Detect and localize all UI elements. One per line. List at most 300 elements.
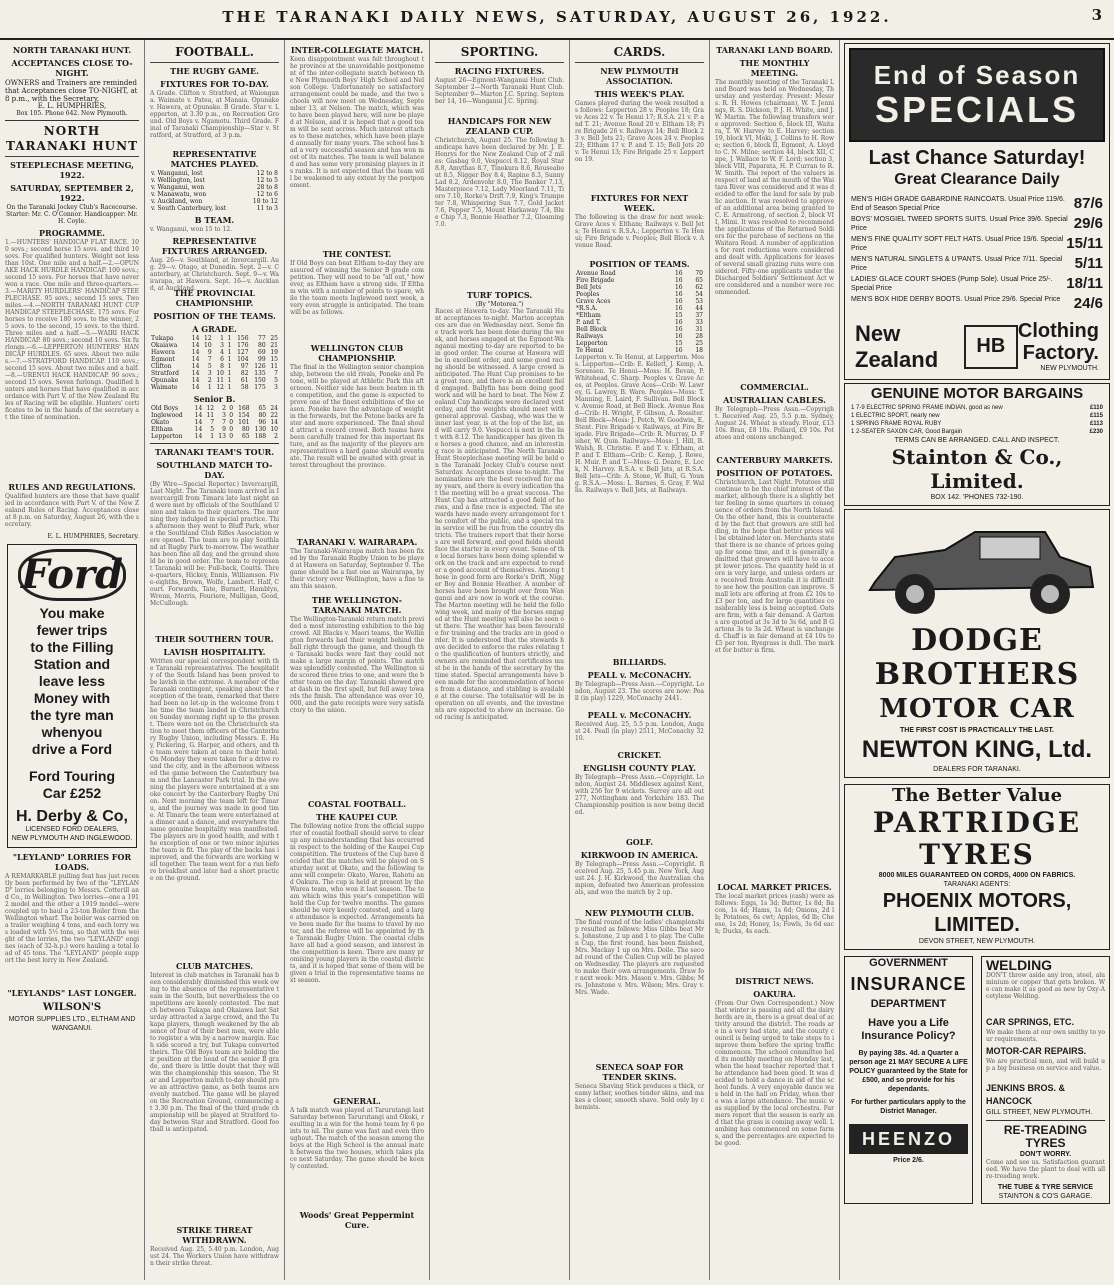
inter-collegiate-text: Keen disappointment was felt throughout the province at the unavoidable postponement of the inter-collegiate match between the New Plymouth Boys' High School and Nelson College. Unfortunately no satisfactory arrangement could be made, and the two schools will now meet on Wednesday, September 13, at Nelson. The match, which was to have been played here, will now be played at Nelson, and it is hoped that a good team will be sent across. Much interest attaches to these matches, which have been played annually for many years. The school has had a very successful season and has won most of its matches. The team is well balanced and has some very promising players in its ranks. It is not expected that the team will be weakened to any extent by the postponement. — [290, 56, 424, 189]
a-grade-cell: Okaiawa — [151, 342, 178, 349]
motor-bargains-ad — [844, 383, 1110, 506]
cards-team-cell: Te Henui — [576, 347, 604, 354]
a-grade-cell: 1 — [227, 349, 232, 356]
potatoes-text: Christchurch, Last Night. Potatoes still continue to be the chief interest of the market, although there is a slightly better feeling in some quarters in consequence of orders from the North Island. On the other hand, this is counteracted by the fact that growers are still holding, in the hope that better prices will be obtained later on. Merchants state that there is no chance of prices going up for some time, and it is generally admitted that growers will have to accept lower prices. The quantity held in store is very large, and unless orders are received from Australia it is difficult to see how the position can improve. Small lots are offering at from £2 10s to £3 per ton, and for large quantities considerably less is being accepted. Oats are firm, with a fair demand. A Gartons are quoted at 3s 3d to 3s 6d, and B Gartons 3s to 3s 2d. Wheat is unchanged. Chaff is in fair demand at £4 10s to £5 per ton. Ryegrass is dull. The market for butter is firm. — [715, 479, 835, 654]
ford-logo: Ford — [18, 549, 126, 601]
senior-b-cell: 14 — [194, 426, 203, 433]
programme-text: 1.—HUNTERS' HANDICAP FLAT RACE. 100 sovs.; second horse 15 sovs. and third 10 sovs. For qualified hunters. Weight not less than 10st. One mile and a half.—2.—OPUNAKE HACK HURDLE HANDICAP. 100 sovs.; second 15 sovs. For horses that have never won a race. One mile and three-quarters.—3.—MARITY HURDLERS' HANDICAP STEEPLECHASE. 95 sovs.; second 15 sovs. Two miles.—4.—NORTH TARANAKI HUNT CUP HANDICAP STEEPLECHASE. 175 sovs. For horses to receive 180 sovs. to the winner, 25 sovs. to the second, 15 sovs. to the third. Three miles and a half.—5.—WAIRI HACK HANDICAP. 80 sovs.; second 10 sovs. Six furlongs.—6.—LEPPERTON HUNTERS' HANDICAP HURDLES. 65 sovs. About two miles.—7.—STRATFORD HANDICAP. 110 sovs.; second 15 sovs. About two miles and a half.—8.—URENUI HACK HANDICAP. 90 sovs.; second 15 sovs. Seven furlongs. Qualified hunters and horses that have qualified in accordance with Part V. of the New Zealand Rules of Racing will be eligible. Hunters' certificates to be in the hands of the secretary at the time of nomination. — [5, 239, 139, 421]
senior-b-cell: 65 — [241, 433, 250, 440]
cards-team-cell: 62 — [695, 284, 703, 291]
np-club-text: The final round of the ladies' championship resulted as follows: Miss Gibbs beat Mrs. Johnstone, 2 up and 1 to play. The Cullen Cup, the first round, has been finished, Mrs. Mackay 1 up on Mrs. Doile. The second round of the Cullen Cup will be played on Wednesday. The players are requested to make their own arrangements. Draw for next week: Mrs. Mason v. Mrs. Gibbs; Mrs. Johnstone v. Mrs. Wilson; Mrs. Gray v. Mrs. Wade. — [575, 919, 704, 996]
peall-1-text: By Telegraph—Press Assn.—Copyright. London, August 23. The scores are now: Peall (in play) 1229, McConachy 2441. — [575, 681, 704, 702]
a-grade-cell: 97 — [240, 363, 249, 370]
a-grade-table — [150, 335, 279, 391]
senior-b-cell: 7 — [222, 419, 226, 426]
car-repairs-title: MOTOR-CAR REPAIRS. — [985, 1046, 1087, 1056]
a-grade-cell: 77 — [258, 335, 266, 342]
a-grade-cell: 14 — [191, 363, 200, 370]
senior-b-cell: 0 — [229, 412, 234, 419]
a-grade-cell: 14 — [191, 370, 200, 377]
clearance-price: 15/11 — [1066, 235, 1103, 252]
a-grade-row — [150, 335, 279, 342]
seneca-text: Seneca Shaving Stick produces a thick, creamy lather, soothes tender skins, and makes a closer, smooth shave. Sold only by chemists. — [575, 1083, 704, 1111]
cards-team-row — [575, 312, 704, 319]
a-grade-cell: 3 — [220, 342, 224, 349]
potatoes-heading: POSITION OF POTATOES. — [716, 468, 833, 478]
contest-text: If Old Boys can beat Eltham to-day they are assured of winning the Senior B grade competition. They will need to be "all out," however, as Eltham have a strong side. If Eltham win with a number of points to spare, while the team meets Inglewood next week, a very even struggle is anticipated. The team will be as follows. — [290, 260, 424, 316]
senior-b-cell: 101 — [238, 419, 250, 426]
handicaps-heading: HANDICAPS FOR NEW ZEALAND CUP. — [447, 116, 552, 136]
a-grade-row — [150, 370, 279, 377]
a-grade-cell: 1 — [227, 363, 232, 370]
senior-b-row — [150, 412, 279, 419]
cards-results-text: Lepperton v. Te Henui, at Lepperton. Moss. Lepperton—Crib: E. Kellett, J. Kemp, A. Sorensen. Te Henui—Moss: H. Bevan, P. Whitehead, C. Sharp. Peoples v. Grave Aces, at Peoples. Grave Aces—Crib: W. Lawrey, G. Lawrey, B. Ware. Peoples—Moss: T. Manning, E. Laird, F. Sullivan. Bell Block v. Avenue Road, at Bell Block. Avenue Road—Crib: H. Wright, F. Gibson, A. Rossiter. Bell Block—Moss: J. Petch, W. Goodwin, E. Stent. Fire Brigade v. Railways, at Fire Brigade. Fire Brigade—Crib: R. Murray, D. Fisher, W. Quin. Railways—Moss: J. Hill, B. Walsh, R. Christie. P. and T. v. Eltham, at P. and T. Eltham—Crib: C. Kemp, J. Rowe, H. Muir. P. and T.—Moss: G. Deare, E. Lock, N. Harvey. R.S.A. v. Bell Jets, at R.S.A. Bell Jets—Crib: A. Stone, W. Bull, G. Young. R.S.A.—Moss: L. Barnes, S. Gray, F. Wallis. Railways v. Bell Jets, at Railways. — [575, 354, 704, 494]
meeting-date: SATURDAY, SEPTEMBER 2, 1922. — [10, 183, 134, 203]
senior-b-cell: 0 — [229, 426, 234, 433]
column-7-ads — [840, 40, 1114, 1280]
a-grade-cell: 14 — [191, 335, 200, 342]
column-1 — [0, 40, 145, 1280]
a-grade-cell: Egmont — [151, 356, 175, 363]
cards-team-cell: 18 — [695, 347, 703, 354]
department-label: DEPARTMENT — [870, 998, 947, 1010]
a-grade-heading: A GRADE. — [192, 324, 237, 334]
partridge-title: PARTRIDGE TYRES — [872, 806, 1082, 871]
senior-b-cell: 5 — [210, 426, 215, 433]
welding-ad — [981, 956, 1110, 1204]
a-grade-cell: 2 — [207, 377, 212, 384]
page-number: 3 — [1091, 6, 1102, 24]
sporting-heading: SPORTING. — [435, 45, 564, 63]
secretary-signature: E. L. HUMPHRIES, Secretary. — [47, 533, 139, 540]
turf-topics-heading: TURF TOPICS. — [466, 290, 533, 300]
rep-match-cell: v. Wellington, lost — [151, 177, 205, 184]
southern-tour-heading: THEIR SOUTHERN TOUR. — [155, 634, 274, 644]
rep-match-cell: 12 to 5 — [256, 177, 278, 184]
ford-price-line-1: Ford Touring — [28, 768, 116, 784]
bargain-price: £110 — [1089, 405, 1103, 411]
retread-title: RE-TREADING TYRES — [1003, 1123, 1088, 1150]
monthly-meeting-heading: THE MONTHLY MEETING. — [739, 58, 810, 78]
cards-team-cell: Bell Block — [576, 326, 607, 333]
a-grade-row — [150, 356, 279, 363]
senior-b-cell: 22 — [270, 412, 278, 419]
rep-match-row — [150, 177, 279, 184]
senior-b-cell: 96 — [258, 419, 267, 426]
first-cost-line: THE FIRST COST IS PRACTICALLY THE LAST. — [899, 727, 1054, 734]
local-prices-text: The local market prices (cash) were as follows: Eggs, 1s 3d; Butter, 1s 8d; Bacon, 1s 4d; Hams, 1s 6d; Onions, 2d lb; Potatoes, 6s cwt; Apples, 6d lb; Cheese, 1s 2d; Honey, 1s; Fowls, 3s 6d each; Ducks, 4s each. — [715, 893, 834, 935]
bargain-price: £230 — [1089, 429, 1103, 435]
newton-king-name: NEWTON KING, Ltd. — [861, 736, 1093, 763]
car-repairs-text: We are practical men, and will build up a big business on service and value. — [985, 1058, 1105, 1072]
fixtures-heading: FIXTURES FOR TO-DAY. — [160, 79, 269, 89]
clearance-desc: MEN'S NATURAL SINGLETS & U'PANTS. Usual Price 7/11. Special Price — [851, 256, 1063, 272]
senior-b-cell: 0 — [229, 405, 234, 412]
a-grade-cell: 69 — [258, 349, 266, 356]
senior-b-cell: 2 — [274, 433, 278, 440]
clearance-desc: MEN'S FINE QUALITY SOFT FELT HATS. Usual Price 19/6. Special Price — [851, 236, 1064, 252]
local-prices-heading: LOCAL MARKET PRICES. — [717, 882, 832, 892]
a-grade-cell: 14 — [191, 384, 200, 391]
a-grade-cell: 176 — [237, 342, 249, 349]
heenzo-price: Price 2/6. — [893, 1157, 924, 1164]
senior-b-cell: 80 — [258, 412, 267, 419]
senior-b-cell: 11 — [206, 412, 215, 419]
meeting-officials: Starter: Mr. C. O'Connor. Handicapper: Mr. H. Coyle. — [6, 211, 138, 225]
phoenix-address: DEVON STREET, NEW PLYMOUTH. — [918, 938, 1036, 945]
column-3 — [285, 40, 430, 1280]
peall-2-heading: PEALL v. McCONACHY. — [587, 710, 692, 720]
cards-team-cell: 16 — [674, 305, 683, 312]
senior-b-cell: 10 — [270, 426, 278, 433]
clearance-item — [845, 214, 1109, 234]
clearance-price: 87/6 — [1073, 195, 1103, 212]
cards-team-cell: 33 — [695, 319, 703, 326]
rugby-heading: THE RUGBY GAME. — [170, 66, 259, 76]
car-springs-title: CAR SPRINGS, ETC. — [985, 1017, 1074, 1027]
rep-match-row — [150, 198, 279, 205]
a-grade-row — [150, 349, 279, 356]
rep-match-row — [150, 205, 279, 212]
club-matches-heading: CLUB MATCHES. — [176, 961, 253, 971]
general-text: A talk match was played at Tarurutangi last Saturday between Tarurutangi and Okoki, resulting in a win for the home team by 6 points to nil. The game was fast and even throughout. The match of the season among the boys at the High School is the annual match between the two houses, which takes place next Saturday. The game should be keenly contested. — [290, 1107, 424, 1170]
agents-label: TARANAKI AGENTS: — [943, 881, 1011, 888]
bargain-price: £113 — [1089, 421, 1103, 427]
leyland-text: A REMARKABLE pulling feat has just recently been performed by two of the "LEYLAND" lorries belonging to Messrs. Cotterill and Co., in Wellington. Two lorries—one a 1912 model and the other a 1919 model—were coupled up to haul a 23-ton Boiler from the Wellington wharf. The boiler was carried on a trailer weighing 4 tons, and each lorry was loaded with 5½ tons, so that with the weight of the lorries, the two "LEYLAND" engines (each of 32-h.p.) were hauling a total load of 45 tons. The "LEYLAND" people support the best lorry in New Zealand. — [5, 873, 139, 964]
cards-team-cell: 16 — [674, 277, 683, 284]
cards-team-cell: 70 — [695, 270, 703, 277]
kirkwood-text: By Telegraph—Press Assn.—Copyright. Received Aug. 25, 5.45 p.m. New York, August 24. J. H. Kirkwood, the Australian champion, defeated two American professionals, and won the match by 2 up. — [575, 861, 704, 896]
rep-match-cell: 11 to 3 — [256, 205, 278, 212]
cards-team-cell: *Eltham — [576, 312, 601, 319]
mileage-guarantee: 8000 MILES GUARANTEED ON CORDS, 4000 ON FABRICS. — [878, 872, 1076, 879]
english-county-heading: ENGLISH COUNTY PLAY. — [583, 763, 696, 773]
a-grade-cell: 11 — [216, 377, 224, 384]
a-grade-cell: 14 — [191, 377, 200, 384]
oakura-text: (From Our Own Correspondent.) Now that winter is passing and all the dairy herds are in, there is a great deal of activity around the district. The roads are in a very bad state, and the county council is being urged to take steps to improve them before the spring traffic commences. The school committee held its monthly meeting on Monday last, when the head teacher reported that the attendance had been good. It was decided to hold a dance in aid of the school funds. A very enjoyable dance was held in the hall on Friday, when there was a large attendance. The music was supplied by the local orchestra. Farmers report that the season is early and that the grass is coming away well. Lambing has commenced on some farms, and the percentages are expected to be good. — [715, 1000, 835, 1147]
a-grade-row — [150, 384, 279, 391]
jenkins-address: GILL STREET, NEW PLYMOUTH. — [985, 1109, 1093, 1116]
wellington-taranaki-text: The Wellington-Taranaki return match provided a most interesting exhibition to the big crowd. All Blacks v. Maori teams, the Wellington forwards had their weight behind the ball right through the game, and though the Taranaki backs were fast they could not make a large margin of points. The match was splendidly contested. The Wellington side scored three tries to one, and were the better team on the day. Taranaki showed great dash in the first spell, but fell away towards the finish. The attendance was over 10,000, and the gate receipts were very satisfactory to the union. — [290, 616, 424, 714]
senior-b-cell: 7 — [210, 419, 215, 426]
jenkins-name: JENKINS BROS. & HANCOCK — [985, 1083, 1065, 1106]
position-teams-heading: POSITION OF TEAMS. — [589, 259, 690, 269]
cards-team-cell: *R.S.A. — [576, 305, 598, 312]
southern-tour-text: Written our special correspondent with the Taranaki representatives. The hospitality of the South Island has been proved to be lavish in the extreme. A member of the Taranaki contingent, speaking about the reception of the team, remarked that there had been no let-up in the welcome from the time the team landed in Christchurch on Sunday morning right up to the present. There were not on the Christchurch station to meet them officers of the Canterbury Rugby Union, including Messrs. E. Hay, Pickering, G. Harper, and others, and the team were taken at once to their hotel. On Monday they were taken for a drive round the city, and in the afternoon witnessed the game between the Canterbury team and the Lancaster Park trial. In the evening the players were entertained at a smoke concert by the Canterbury Rugby Union. Next morning the team left for Timaru, and the journey was made in good time. At Timaru the team were entertained at a dinner and a dance, and everywhere the same genuine hospitality was manifested. The players are in good health, and with the exception of one or two minor injuries the team is fit. The play of the backs has improved, and the forwards are working well together. The team went for a run before breakfast and later had a short practice on the ground. — [150, 658, 279, 882]
car-springs-text: We make them at our own smithy to your requirements. — [985, 1029, 1105, 1043]
better-value-line: The Better Value — [891, 785, 1063, 806]
insurance-offer: By paying 38s. 4d. a Quarter a person age 21 MAY SECURE A LIFE POLICY guaranteed by the State for £500, and so provide for his dependants. — [849, 1050, 968, 1093]
future-fixtures-text: Aug. 26—v. Southland, at Invercargill. Aug. 29—v. Otago, at Dunedin. Sept. 2—v. Canterbury, at Christchurch. Sept. 9—v. Wairarapa, at Hawera. Sept. 16—v. Auckland, at Auckland. — [150, 257, 279, 292]
racing-fixtures-text: August 26—Egmont-Wanganui Hunt Club. September 2—North Taranaki Hunt Club. September 9—Marton J.C. Spring. September 14, 16—Wanganui J.C. Spring. — [435, 77, 564, 105]
phoenix-motors-name: PHOENIX MOTORS, LIMITED. — [882, 890, 1072, 936]
a-grade-cell: 1 — [220, 335, 224, 342]
wellington-taranaki-heading: THE WELLINGTON-TARANAKI MATCH. — [311, 595, 403, 615]
peall-1-heading: PEALL v. McCONACHY. — [587, 670, 692, 680]
clearance-item — [845, 194, 1109, 214]
meeting-venue: On the Taranaki Jockey Club's Racecourse. — [6, 204, 138, 211]
a-grade-cell: 1 — [227, 342, 232, 349]
specials-title: SPECIALS — [874, 89, 1080, 130]
a-grade-cell: 1 — [227, 356, 232, 363]
cards-team-row — [575, 305, 704, 312]
a-grade-cell: 1 — [227, 377, 232, 384]
senior-b-cell: 2 — [222, 405, 226, 412]
senior-b-cell: 130 — [254, 426, 267, 433]
rep-match-row — [150, 184, 279, 191]
factory-label: Factory. — [1022, 342, 1099, 364]
a-grade-cell: 1 — [227, 370, 232, 377]
a-grade-cell: 4 — [220, 349, 224, 356]
bargain-item — [845, 412, 1109, 420]
ford-line-8: whenyou — [41, 724, 103, 740]
programme-heading: PROGRAMME. — [39, 228, 105, 238]
cards-team-cell: Avenue Road — [576, 270, 616, 277]
ford-dealer-line-2: LICENSED FORD DEALERS, — [25, 826, 119, 833]
leyland-tagline: "LEYLANDS" LAST LONGER. — [7, 988, 137, 998]
cards-team-cell: 37 — [695, 312, 703, 319]
dodge-brothers-ad — [844, 509, 1110, 778]
ford-line-6: Money with — [33, 690, 111, 706]
a-grade-cell: 7 — [207, 356, 212, 363]
new-zealand-label: New Zealand — [855, 320, 939, 372]
factory-location: NEW PLYMOUTH. — [1040, 365, 1099, 372]
senior-b-cell: Old Boys — [151, 405, 179, 412]
golf-heading: GOLF. — [625, 837, 654, 847]
a-grade-cell: 21 — [270, 342, 278, 349]
rules-text: Qualified hunters are those that have qualified in accordance with Part V. of the New Zealand Rules of Racing. Acceptances close at 8 p.m. on Saturday, August 26, with the secretary. — [5, 493, 139, 528]
column-4 — [430, 40, 570, 1280]
fixtures-text: A Grade. Clifton v. Stratford, at Waiongana. Waimate v. Patea, at Manaia. Opunake v. Hawera, at Opunake. B Grade. Star v. Lepperton, at 3.30 p.m., on Recreation Ground. Old Boys v. Ngamotu. Third Grade. Final of Taranaki Championship—Star v. Stratford, at Stratford, at 3 p.m. — [150, 90, 279, 139]
senior-b-cell: 24 — [270, 405, 278, 412]
southland-heading: SOUTHLAND MATCH TO-DAY. — [156, 460, 273, 480]
racing-fixtures-heading: RACING FIXTURES. — [454, 66, 545, 76]
turf-topics-text: Races at Hawera to-day. The Taranaki Hunt acceptances to-night. Marton acceptances are due on Wednesday next. Some fine track work has been done during the week, and horses engaged at the Egmont-Wanganui meeting to-day are reported to be in good order. The course at Hawera will be in excellent order, and some good racing should be witnessed. A large crowd is anticipated. The Hunt Cup promises to be a great race, and there is an excellent field engaged. Ballyfin has been doing good work and will be hard to beat. The New Zealand Cup handicaps were declared yesterday, and the weights should meet with general approval. Gasbag, who was the winner last year, is at the top of the list, and will carry 9.0. Vespucci is next in the list with 8.12. The handicapper has given the horses a good chance, and an interesting race is anticipated. The North Taranaki Hunt Steeplechase meeting will be held on the Taranaki Jockey Club's course next Saturday. Acceptances close to-night. The nominations are the best received for many years, and there is every indication that the meeting will be a great success. The Hunt Cup has attracted a good field of horses, and a fine race is expected. The stewards have made every arrangement for the comfort of the public, and a special train service will be run from the country districts. The trainers report that their horses are well forward, and good fields should face the starter in every event. Some of the local horses have been doing splendid work on the track and are expected to render a good account of themselves. Among those in good form are Rorke's Drift, Nigger Boy and Bonnie Heather. A number of horses have been brought over from Wanganui and are now in work at the course. The Marton meeting will be held the following week, and many of the horses engaged at the Hunt meeting will also be seen out there. The weather has been favourable for training and the tracks are in good order. It is understood that the stewards have decided to enforce the rules relating to the qualification of hunters strictly, and owners are reminded that certificates must be in the hands of the secretary by the time stated. Special arrangements have been made for the accommodation of horses from a distance, and stabling is available at the course. The totalisator will be in operation on all events, and the investments are expected to show an increase. Good racing is anticipated. — [435, 308, 564, 721]
notice-address: Box 105. Phone 642. New Plymouth. — [16, 110, 128, 117]
ford-price-line-2: Car £252 — [42, 785, 102, 801]
np-club-heading: NEW PLYMOUTH CLUB. — [584, 908, 695, 918]
bargain-price: £115 — [1089, 413, 1103, 419]
bargain-desc: 1 2-SEATER SAXON CAR, Good Bargain — [851, 429, 963, 435]
ford-line-3: to the Filling — [30, 639, 114, 655]
senior-b-row — [150, 426, 279, 433]
district-news-heading: DISTRICT NEWS. — [735, 976, 814, 986]
partridge-tyres-ad — [844, 784, 1110, 950]
leyland-company-address: MOTOR SUPPLIES LTD., ELTHAM AND WANGANUI. — [8, 1016, 136, 1032]
bargain-desc: 1 SPRING FRAME ROYAL RUBY — [851, 421, 942, 427]
ford-dealer: H. Derby & Co, — [15, 808, 128, 825]
senior-b-cell: 80 — [241, 426, 250, 433]
np-association-heading: NEW PLYMOUTH ASSOCIATION. — [600, 66, 679, 86]
turf-topics-byline: (By "Motorea.") — [475, 301, 524, 308]
strike-text: Received Aug. 25, 5.40 p.m. London, August 24. The Workers Union have withdrawn their strike threat. — [150, 1246, 279, 1267]
a-grade-cell: Waimate — [151, 384, 178, 391]
bargain-desc: 1 ELECTRIC SPORT, nearly new — [851, 413, 940, 419]
car-illustration — [855, 512, 1099, 622]
ford-line-5: leave less — [38, 673, 106, 689]
rep-match-cell: v. Wanganui, won — [151, 184, 205, 191]
senior-b-cell: 188 — [254, 433, 267, 440]
woods-heading: Woods' Great Peppermint Cure. — [299, 1210, 415, 1230]
bargain-item — [845, 404, 1109, 412]
clearance-price: 18/11 — [1066, 275, 1103, 292]
rep-match-cell: v. Wanganui, lost — [151, 170, 203, 177]
end-of-season-title: End of Season — [873, 60, 1081, 90]
a-grade-cell: 14 — [191, 349, 200, 356]
b-team-heading: B TEAM. — [194, 215, 235, 225]
senior-b-cell: 0 — [229, 433, 234, 440]
senior-b-row — [150, 405, 279, 412]
cards-team-row — [575, 284, 704, 291]
cards-team-cell: 31 — [695, 326, 703, 333]
rep-match-cell: 12 to 6 — [256, 191, 278, 198]
cards-team-cell: 65 — [695, 277, 703, 284]
a-grade-cell: 8 — [220, 363, 224, 370]
welding-text: DON'T throw aside any iron, steel, aluminium or copper that gets broken. We can make it as good as new by Oxy-Acetylene Welding. — [985, 972, 1105, 1000]
a-grade-cell: 127 — [237, 349, 249, 356]
a-grade-cell: 9 — [207, 349, 212, 356]
cards-team-cell: 16 — [674, 347, 683, 354]
cards-team-cell: 16 — [674, 298, 683, 305]
motor-car-title: MOTOR CAR — [879, 694, 1075, 724]
end-of-season-banner — [849, 48, 1105, 142]
next-week-heading: FIXTURES FOR NEXT WEEK. — [590, 193, 689, 213]
future-fixtures-heading: REPRESENTATIVE FIXTURES ARRANGED. — [161, 236, 268, 256]
clearance-price: 24/6 — [1073, 295, 1103, 312]
a-grade-cell: 58 — [240, 384, 249, 391]
rep-match-cell: v. Auckland, won — [151, 198, 203, 205]
ford-line-7: the tyre man — [30, 707, 114, 723]
a-grade-cell: 5 — [207, 363, 212, 370]
a-grade-cell: 11 — [270, 363, 278, 370]
a-grade-cell: 25 — [270, 335, 278, 342]
cards-team-cell: 15 — [674, 312, 683, 319]
cards-team-cell: Fire Brigade — [576, 277, 615, 284]
a-grade-cell: 12 — [216, 384, 224, 391]
senior-b-cell: 12 — [206, 405, 215, 412]
bargain-items — [845, 404, 1109, 436]
a-grade-cell: 156 — [237, 335, 249, 342]
cards-team-row — [575, 347, 704, 354]
notice-heading: NORTH TARANAKI HUNT. — [12, 45, 132, 55]
cards-team-cell: 15 — [674, 340, 683, 347]
a-grade-cell: Tukapa — [151, 335, 174, 342]
cards-team-cell: 16 — [674, 333, 683, 340]
taranaki-wairarapa-heading: TARANAKI V. WAIRARAPA. — [296, 537, 418, 547]
retread-text: Come and see us. Satisfaction guaranteed. We have the plant to deal with all re-treading work. — [985, 1159, 1105, 1180]
australian-cables-text: By Telegraph—Press Assn.—Copyright. Received Aug. 25, 5.5 p.m. Sydney, August 24. Wheat is steady. Flour, £13 10s. Bran, £8 10s. Pollard, £9 10s. Potatoes and onions unchanged. — [715, 406, 834, 441]
rep-match-cell: v. South Canterbury, lost — [151, 205, 227, 212]
land-board-text: The monthly meeting of the Taranaki Land Board was held on Wednesday, Thursday and yesterday. Present: Messrs. R. H. Howes (chairman), W. T. Jennings, R. S. Dickson, P. J. H. White, and J. W. Martin. The following transfers were approved: Section 6, block III, Waitara, T. W. Harvey to E. Harvey; section 19, block VI, Moki, J. Collins to H. Rowe; section 6, block II, Egmont, A. Lloyd to C. N. Milne; section 44, block XII, Cape, J. Wallace to W. F. Lord; section 3, block VIII, Paparata, H. P. Curran to R. W. Smith. The report of the valuers in respect of land at the mouth of the Waitara River was considered and it was decided to offer the land for sale by public auction. It was resolved to approve of an additional area being granted to C. E. Armstrong, of section 2, block VII, Mimi. It was resolved to recommend the applications of the Returned Soldiers for the purchase of sections on the Waitara Road. A number of applications for rent reductions were considered and dealt with. Applications for leases of several small grazing runs were considered. Fifty-one applicants under the Discharged Soldiers' Settlement Act were considered and a number were recommended. — [715, 79, 835, 296]
billiards-heading: BILLIARDS. — [612, 657, 667, 667]
clearance-title: Great Clearance Daily — [894, 171, 1060, 188]
clearance-item — [845, 274, 1109, 294]
senior-b-cell: 9 — [222, 426, 226, 433]
senior-b-cell: 14 — [194, 419, 203, 426]
a-grade-cell: 19 — [270, 349, 278, 356]
a-grade-cell: 126 — [254, 363, 266, 370]
ford-advertisement — [7, 544, 137, 848]
senior-b-cell: 13 — [218, 433, 226, 440]
position-heading: POSITION OF THE TEAMS. — [153, 311, 276, 321]
cards-team-cell: Bell Jets — [576, 284, 602, 291]
rep-match-cell: 12 to 8 — [256, 170, 278, 177]
seneca-heading: SENECA SOAP FOR TENDER SKINS. — [595, 1062, 684, 1082]
rep-match-row — [150, 170, 279, 177]
cards-team-row — [575, 340, 704, 347]
a-grade-cell: 10 — [204, 342, 212, 349]
senior-b-cell: 65 — [258, 405, 267, 412]
canterbury-heading: CANTERBURY MARKETS. — [716, 455, 833, 465]
government-label: GOVERNMENT — [869, 957, 948, 969]
insurance-title: INSURANCE — [850, 974, 967, 994]
a-grade-cell: 80 — [258, 342, 266, 349]
kirkwood-heading: KIRKWOOD IN AMERICA. — [580, 850, 699, 860]
ford-line-4: Station and — [33, 656, 111, 672]
general-heading: GENERAL. — [333, 1096, 381, 1106]
a-grade-cell: 14 — [191, 356, 200, 363]
a-grade-cell: 3 — [207, 370, 212, 377]
cards-team-row — [575, 319, 704, 326]
strike-heading: STRIKE THREAT WITHDRAWN. — [176, 1225, 253, 1245]
senior-b-cell: 0 — [229, 419, 234, 426]
clearance-price: 29/6 — [1073, 215, 1103, 232]
a-grade-cell: 61 — [240, 377, 249, 384]
leyland-heading: "LEYLAND" LORRIES FOR LOADS. — [12, 852, 132, 872]
last-chance-title: Last Chance Saturday! — [868, 147, 1086, 169]
oakura-heading: OAKURA. — [753, 989, 796, 999]
senior-b-cell: 1 — [210, 433, 215, 440]
wellington-championship-text: The final in the Wellington senior championship, between the old rivals, Poneke and Petone, will be played at Athletic Park this afternoon. Neither side has been beaten in the competition, and the game is expected to prove one of the finest exhibitions of the season. Poneke have the advantage of weight in the forwards, but the Petone backs are faster and more experienced. The final should attract a record crowd. Both teams have been carefully trained for this important fixture, and as the majority of the players are representatives a hard game should eventuate. The result will be awaited with great interest throughout the province. — [290, 364, 424, 469]
notice-body: OWNERS and Trainers are reminded that Acceptances close TO-NIGHT, at 8 p.m., with the Secretary, — [5, 79, 138, 103]
stainton-garage: STAINTON & CO'S GARAGE. — [998, 1193, 1093, 1200]
senior-b-row — [150, 433, 279, 440]
cards-team-row — [575, 298, 704, 305]
ford-line-2: fewer trips — [36, 622, 108, 638]
cards-team-row — [575, 333, 704, 340]
a-grade-row — [150, 377, 279, 384]
cards-team-cell: 54 — [695, 291, 703, 298]
end-of-season-ad — [844, 43, 1110, 380]
senior-b-cell: 3 — [222, 412, 226, 419]
rep-matches-table — [150, 170, 279, 212]
rep-match-row — [150, 191, 279, 198]
lavish-heading: LAVISH HOSPITALITY. — [163, 647, 266, 657]
rep-match-cell: 18 to 12 — [252, 198, 278, 205]
a-grade-cell: 7 — [274, 370, 278, 377]
senior-b-cell: Okato — [151, 419, 170, 426]
column-5 — [570, 40, 710, 1280]
rep-matches-heading: REPRESENTATIVE MATCHES PLAYED. — [170, 149, 259, 169]
leyland-company: WILSON'S — [42, 1002, 102, 1013]
handicaps-text: Christchurch, August 25. The following handicaps have been declared by Mr. J. E. Henrys for the New Zealand Cup of 2 miles: Gasbag 9.0, Vespucci 8.12, Royal Star 8.8, Amythas 8.7, Tinokura 8.6, Rouseabout 8.5, Nigger Boy 8.4, Rapine 8.3, Sunny Lad 8.2, Ardenvohr 8.0, The Banker 7.13, Masterpiece 7.12, Lady Moorland 7.11, Tioro 7.10, Rorke's Drift 7.9, King's Trumpeter 7.8, Whispering Sun 7.7, Gold Jacket 7.6, Pepper 7.5, Mount Harkaway 7.4, Blue Chip 7.3, Bonnie Heather 7.2, Gloaming 7.0. — [435, 137, 564, 228]
a-grade-cell: Clifton — [151, 363, 172, 370]
inter-collegiate-heading: INTER-COLLEGIATE MATCH. — [290, 45, 424, 55]
masthead — [0, 0, 1114, 40]
cards-team-row — [575, 270, 704, 277]
this-week-text: Games played during the week resulted as follows: Lepperton 28 v. Peoples 18; Grave Aces 22 v. Te Henui 17; R.S.A. 21 v. P. and T. 21; Avenue Road 20 v. Eltham 18; Fire Brigade 26 v. Railways 14; Bell Block 23 v. Bell Jets 21; Grave Aces 24 v. Peoples 23; Eltham 17 v. P. and T. 15; Bell Jets 20 v. Te Henui 13; Fire Brigade 25 v. Lepperton 19. — [575, 100, 704, 163]
cards-team-cell: 16 — [674, 291, 683, 298]
senior-b-cell: 154 — [238, 412, 250, 419]
cards-team-cell: 16 — [674, 270, 683, 277]
a-grade-cell: 15 — [270, 356, 278, 363]
land-board-heading: TARANAKI LAND BOARD. — [716, 45, 833, 55]
bargain-desc: 1 7-9 ELECTRIC SPRING FRAME INDIAN, good as new — [851, 405, 1003, 411]
senior-b-cell: 14 — [270, 419, 278, 426]
tour-heading: TARANAKI TEAM'S TOUR. — [154, 447, 275, 457]
notice-subheading: ACCEPTANCES CLOSE TO-NIGHT. — [11, 58, 133, 78]
insurance-question: Have you a Life Insurance Policy? — [861, 1017, 956, 1042]
